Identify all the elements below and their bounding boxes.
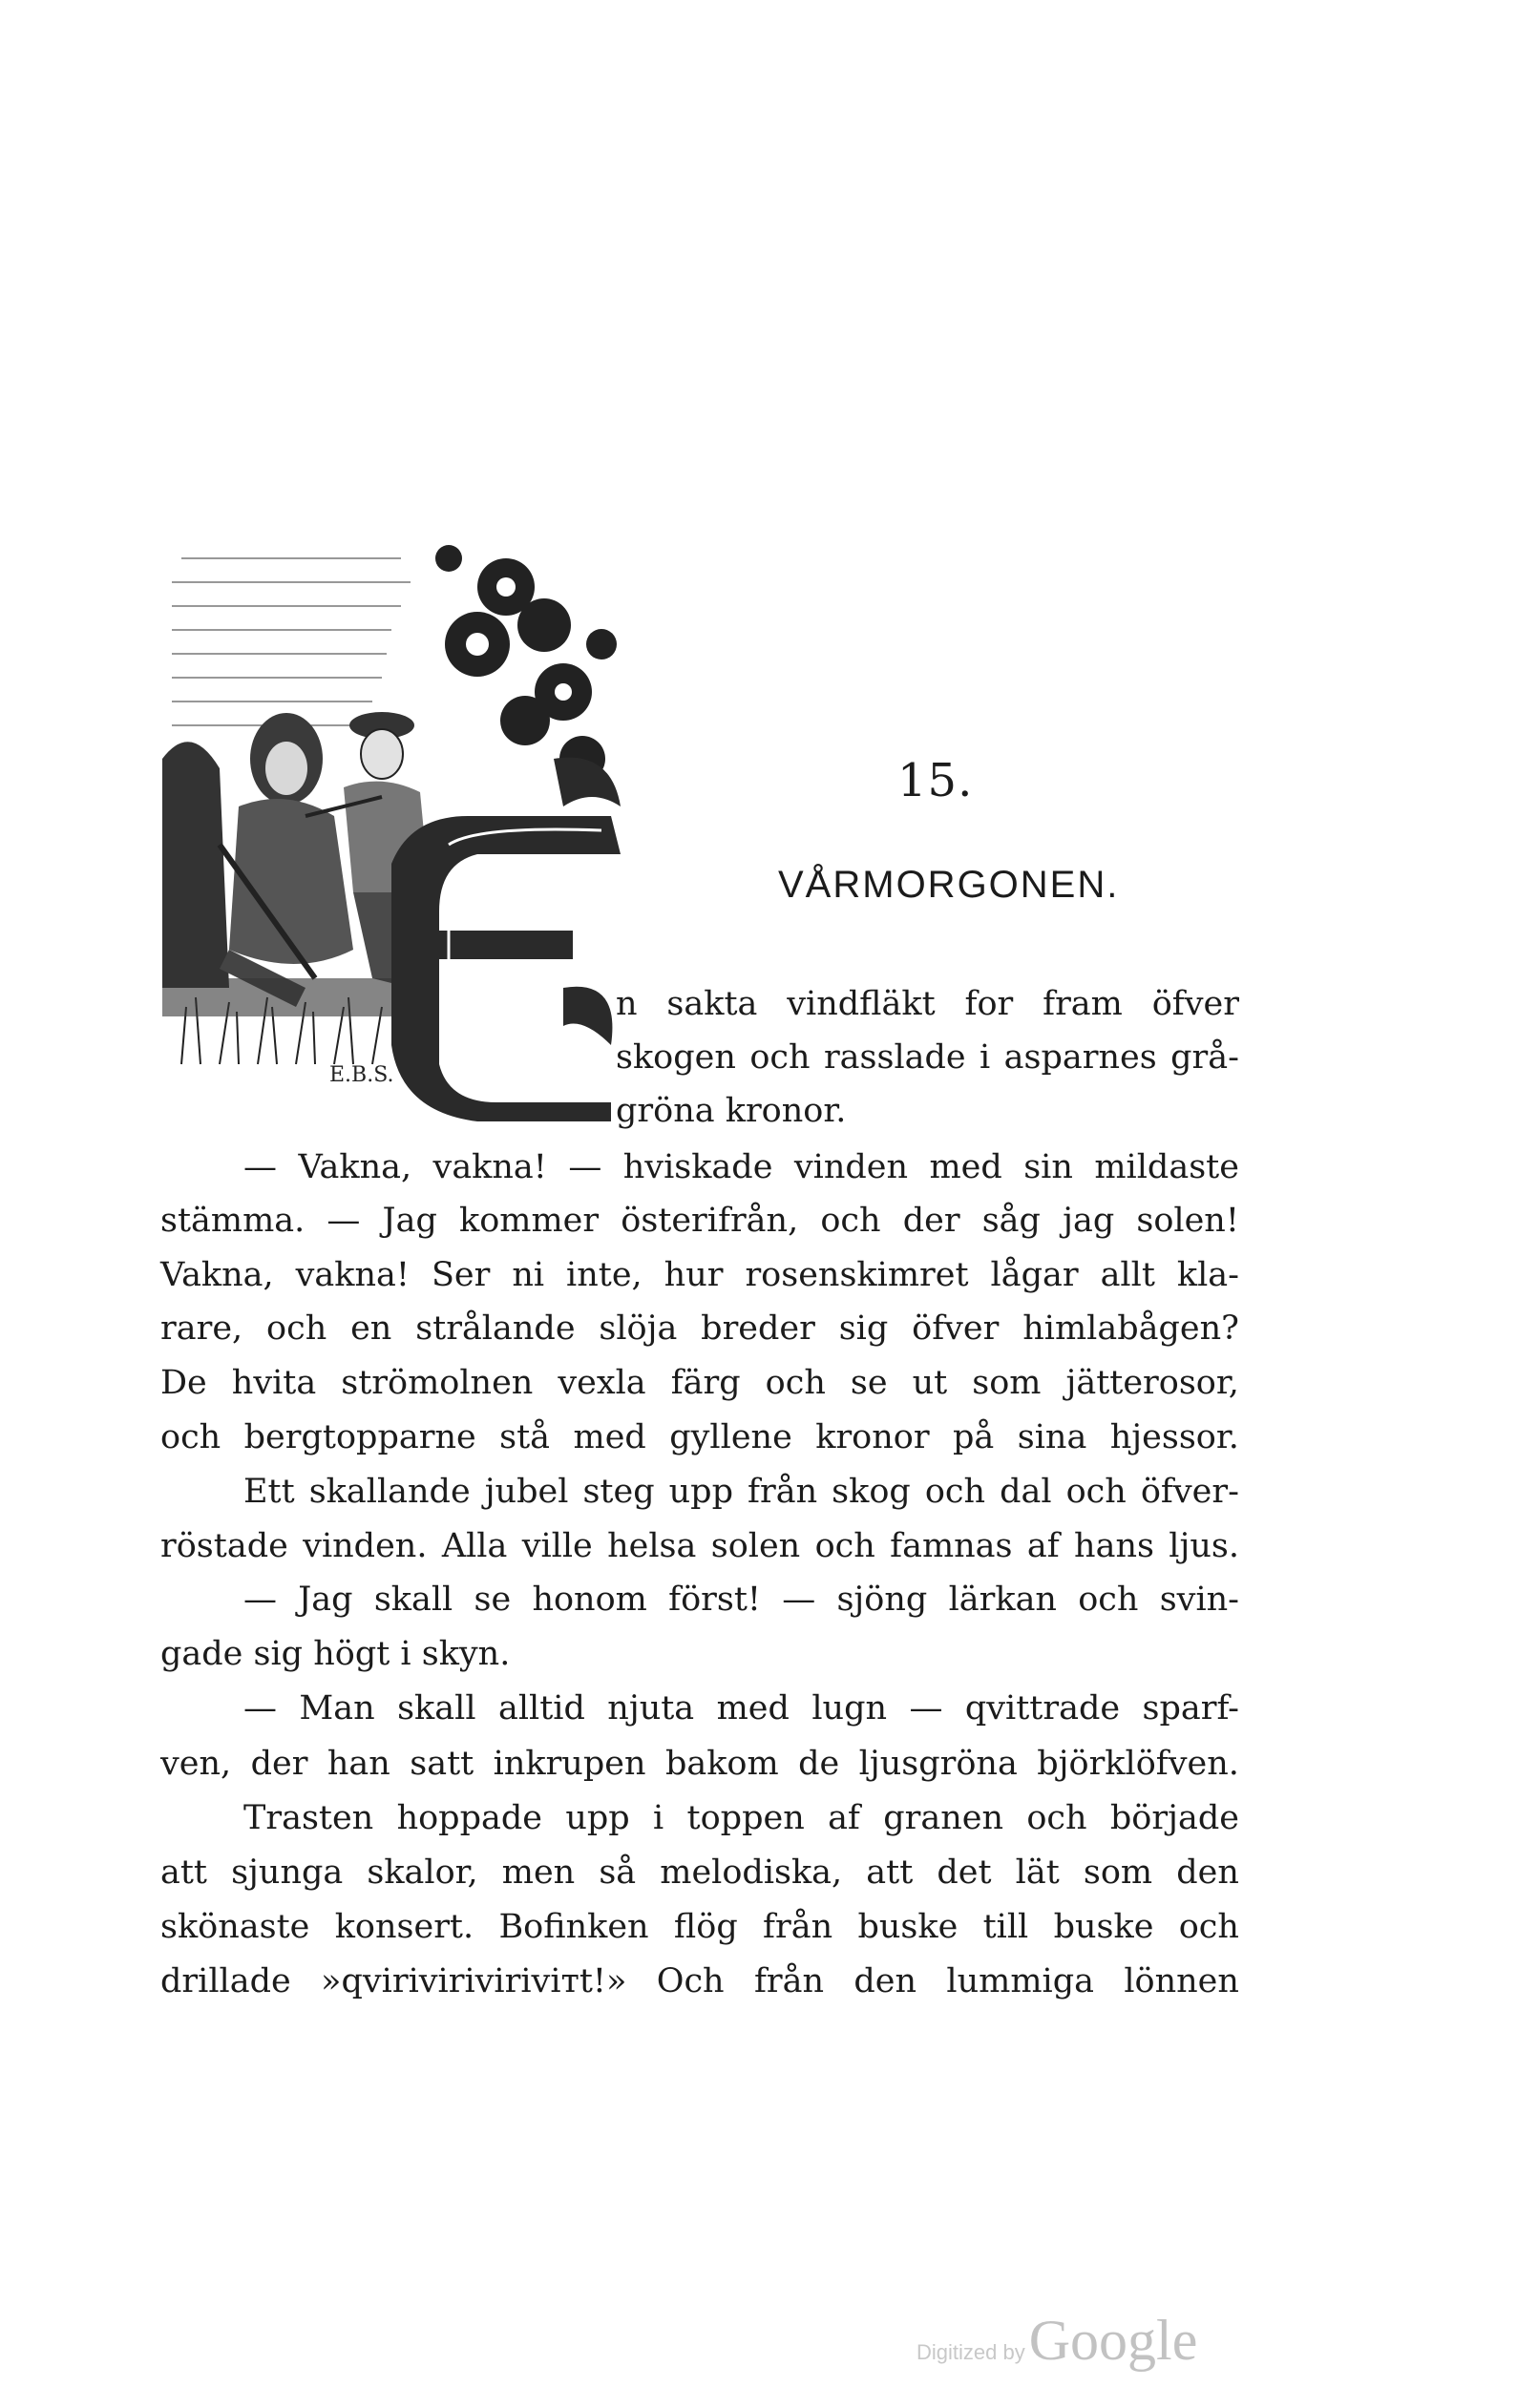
- text-line: gröna kronor.: [616, 1092, 847, 1130]
- text-line: Ett skallande jubel steg upp från skog och dal och öfver-: [243, 1473, 1239, 1511]
- text-line: — Vakna, vakna! — hviskade vinden med sin mildaste: [243, 1148, 1239, 1186]
- watermark-prefix: Digitized by: [917, 2340, 1025, 2364]
- text-line: De hvita strömolnen vexla färg och se ut som jätterosor,: [160, 1364, 1239, 1402]
- text-line: n sakta vindfläkt for fram öfver: [616, 985, 1239, 1023]
- text-line: Vakna, vakna! Ser ni inte, hur rosenskimret lågar allt kla-: [160, 1256, 1239, 1294]
- text-line: gade sig högt i skyn.: [160, 1635, 511, 1673]
- text-line: skogen och rasslade i asparnes grå-: [616, 1038, 1239, 1077]
- text-line: — Jag skall se honom först! — sjöng lärkan och svin-: [243, 1581, 1239, 1619]
- text-line: och bergtopparne stå med gyllene kronor på sina hjessor.: [160, 1418, 1239, 1456]
- text-line: — Man skall alltid njuta med lugn — qvittrade sparf-: [243, 1689, 1239, 1727]
- text-line: ven, der han satt inkrupen bakom de ljusgröna björklöfven.: [160, 1745, 1239, 1783]
- text-line: Trasten hoppade upp i toppen af granen och började: [243, 1799, 1239, 1837]
- text-line: röstade vinden. Alla ville helsa solen och famnas af hans ljus.: [160, 1527, 1239, 1565]
- digitized-watermark: [917, 2308, 1197, 2374]
- text-line: skönaste konsert. Bofinken flög från buske till buske och: [160, 1908, 1239, 1946]
- engraver-signature: E.B.S.: [329, 1063, 394, 1087]
- google-logo: Google: [1028, 2309, 1198, 2372]
- text-line: att sjunga skalor, men så melodiska, att det lät som den: [160, 1853, 1239, 1892]
- text-line: drillade »qviriviriviriviтt!» Och från den lummiga lönnen: [160, 1962, 1239, 2000]
- girl-figure: [220, 713, 353, 1007]
- decorated-initial-letter: [391, 758, 621, 1121]
- chapter-title: VÅRMORGONEN.: [778, 864, 1120, 906]
- illustration-vignette: [162, 530, 640, 1131]
- text-line: rare, och en strålande slöja breder sig öfver himlabågen?: [160, 1309, 1239, 1348]
- text-line: stämma. — Jag kommer österifrån, och der såg jag solen!: [160, 1202, 1239, 1240]
- chapter-number: 15.: [897, 754, 974, 807]
